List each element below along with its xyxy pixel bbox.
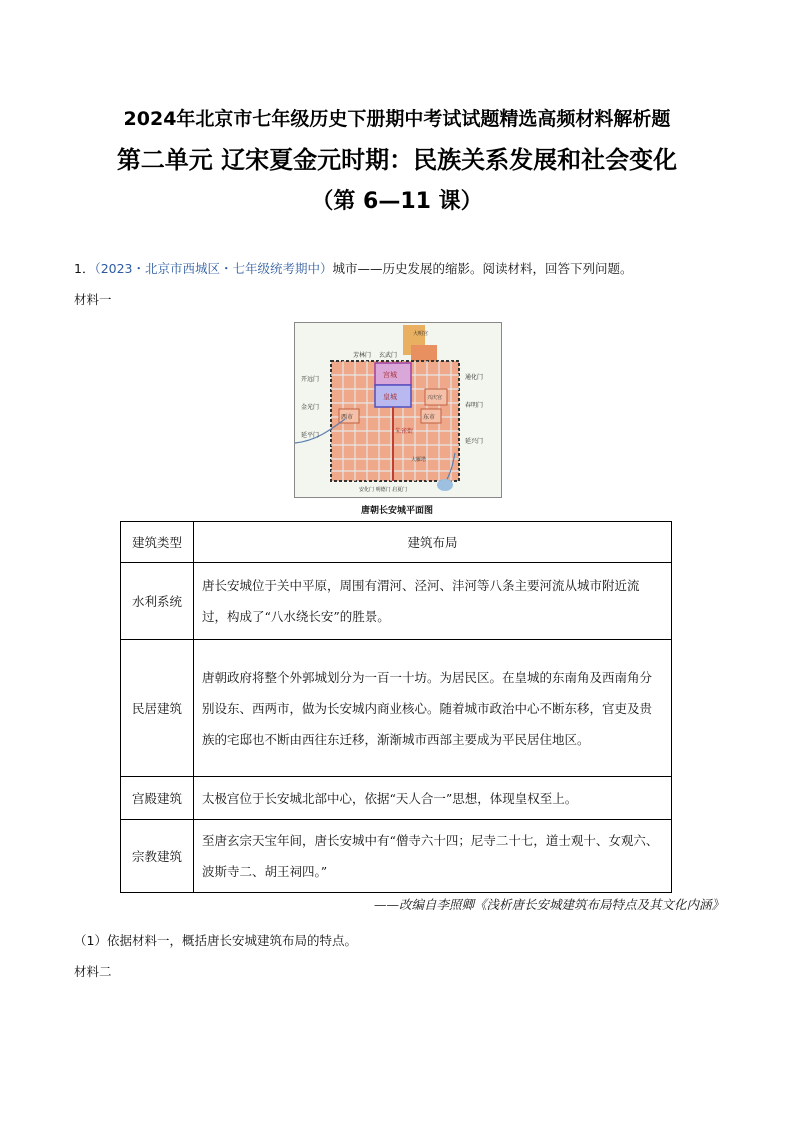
table-row [121,563,672,640]
material-1-label: 材料一 [74,292,112,307]
table-cell-type: 水利系统 [121,563,194,640]
table-row [121,777,672,820]
table-cell-layout: 唐朝政府将整个外郭城划分为一百一十坊。为居民区。在皇城的东南角及西南角分别设东、西两市，做为长安城内商业核心。随着城市政治中心不断东移，官吏及贵族的宅邸也不断由西往东迁移，渐渐城市西部主要成为平民居住地区。 [194,640,672,777]
unit-title: 第二单元 辽宋夏金元时期：民族关系发展和社会变化 [116,146,678,174]
citation: ——改编自李照卿《浅析唐长安城建筑布局特点及其文化内涵》 [373,897,724,912]
map-label-xuanwu: 玄武门 [379,352,398,359]
question-source[interactable]: （2023・北京市西城区・七年级统考期中） [94,261,333,276]
question-number: 1． [74,261,95,276]
map-label-yanping: 延平门 [301,432,320,439]
table-cell-type: 民居建筑 [121,640,194,777]
table-cell-layout: 太极宫位于长安城北部中心，依据“天人合一”思想，体现皇权至上。 [194,777,672,820]
map-label-jinguang: 金光门 [301,404,320,411]
map-label-yanxing: 延兴门 [465,438,484,445]
qujiang-pool [437,479,453,491]
table-header-row [121,522,672,563]
document-title: 2024年北京市七年级历史下册期中考试试题精选高频材料解析题 [123,108,671,130]
map-label-chunming: 春明门 [465,402,484,409]
question-text: 城市——历史发展的缩影。阅读材料，回答下列问题。 [332,261,633,276]
map-label-tonghua: 通化门 [465,374,484,381]
map-label-xingqing: 兴庆宫 [427,395,443,401]
sub-question-1: （1）依据材料一，概括唐长安城建筑布局的特点。 [74,933,357,948]
map-label-damingong: 大明宫 [413,331,429,337]
map-label-kaiyuan: 开远门 [301,376,320,383]
tang-changan-map [294,322,502,498]
map-label-zhuque: 朱雀街 [395,428,414,435]
map-label-fanglin: 芳林门 [353,352,372,359]
architecture-table [120,521,672,893]
map-label-gongcheng: 宫城 [383,371,397,379]
map-label-bottom-gates: 安化门 明德门 启夏门 [359,487,408,493]
map-caption: 唐朝长安城平面图 [360,506,433,516]
table-cell-layout: 至唐玄宗天宝年间，唐长安城中有“僧寺六十四；尼寺二十七，道士观十、女观六、波斯寺二、胡王祠四。” [194,820,672,893]
question-1 [74,259,633,277]
table-row [121,820,672,893]
map-label-huangcheng: 皇城 [383,393,397,401]
map-svg [295,323,501,497]
table-cell-type: 宗教建筑 [121,820,194,893]
lessons-title: （第 6—11 课） [311,189,483,214]
damingong-hall [411,345,437,361]
table-cell-layout: 唐长安城位于关中平原，周围有渭河、泾河、沣河等八条主要河流从城市附近流过，构成了“八水绕长安”的胜景。 [194,563,672,640]
map-label-dongshi: 东市 [423,414,436,421]
table-row [121,640,672,777]
map-label-daqian: 大雁塔 [411,457,427,463]
table-header-layout: 建筑布局 [194,522,672,563]
material-2-label: 材料二 [74,964,112,979]
table-header-type: 建筑类型 [121,522,194,563]
map-label-xishi: 西市 [341,414,354,421]
table-cell-type: 宫殿建筑 [121,777,194,820]
